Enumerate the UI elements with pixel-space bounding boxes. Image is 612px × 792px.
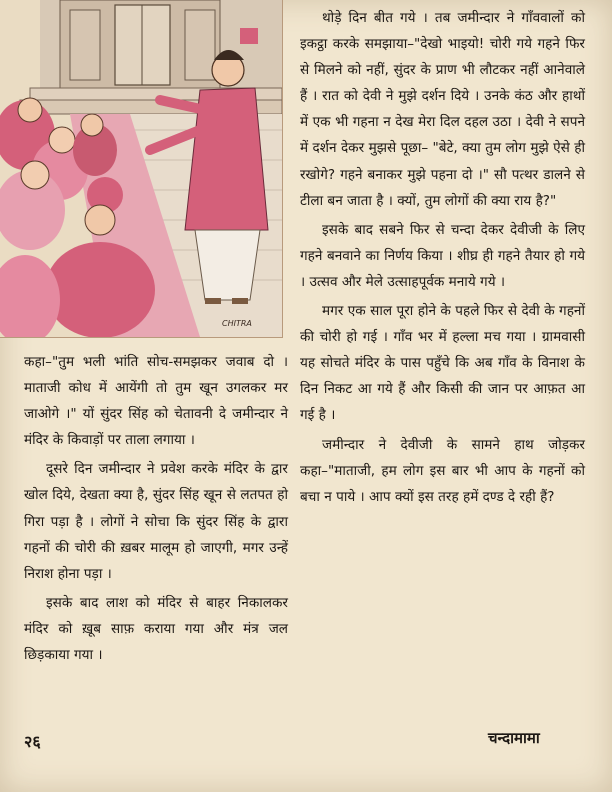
story-illustration — [0, 0, 283, 338]
paragraph: इसके बाद लाश को मंदिर से बाहर निकालकर मंदिर को ख़ूब साफ़ कराया गया और मंत्र जल छिड़काया गया । — [24, 594, 288, 664]
paragraph: इसके बाद सबने फिर से चन्दा देकर देवीजी के लिए गहने बनवाने का निर्णय किया । शीघ्र ही गहने तैयार हो गये । उत्सव और मेले उत्साहपूर्वक मनाये गये । — [300, 221, 585, 290]
illustration-drawing — [0, 0, 282, 337]
paragraph: कहा–"तुम भली भांति सोच-समझकर जवाब दो । माताजी कोध में आयेंगी तो तुम खून उगलकर मर जाओगे ।" यों सुंदर सिंह को चेतावनी दे जमीन्दार ने मंदिर के किवाड़ों पर ताला लगाया । — [24, 354, 288, 449]
left-text-column — [24, 349, 288, 668]
paragraph: दूसरे दिन जमीन्दार ने प्रवेश करके मंदिर के द्वार खोल दिये, देखता क्या है, सुंदर सिंह खून से लतपत हो गिरा पड़ा है । लोगों ने सोचा कि सुंदर सिंह के द्वारा गहनों की चोरी की ख़बर मालूम हो जाएगी, मगर उन्हें निराश होना पड़ा । — [24, 461, 288, 582]
paragraph: जमीन्दार ने देवीजी के सामने हाथ जोड़कर कहा–"माताजी, हम लोग इस बार भी आप के गहनों को बचा न पाये । आप क्यों इस तरह हमें दण्ड दे रही हैं? — [300, 436, 585, 505]
paragraph: मगर एक साल पूरा होने के पहले फिर से देवी के गहनों की चोरी हो गई । गाँव भर में हल्ला मच गया । ग्रामवासी यह सोचते मंदिर के पास पहुँचे कि अब गाँव के विनाश के दिन निकट आ गये हैं और किसी की जान पर आफ़त आ गई है । — [300, 303, 585, 424]
page-number: २६ — [24, 732, 41, 751]
paragraph: थोड़े दिन बीत गये । तब जमीन्दार ने गाँववालों को इकट्ठा करके समझाया–"देखो भाइयो! चोरी गये गहने फिर से मिलने को नहीं, सुंदर के प्राण भी लौटकर नहीं आनेवाले हैं । रात को देवी ने मुझे दर्शन दिये । उनके कंठ और हाथों में एक भी गहना न देख मेरा दिल दहल उठा । देवी ने सपने में दर्शन देकर मुझसे पूछा– "बेटे, क्या तुम लोग मुझे ऐसे ही रखोगे? गहने बनाकर मुझे पहना दो ।" सौ पत्थर डालने से टीला बन जाता है । क्यों, तुम लोगों की क्या राय है?" — [300, 10, 585, 209]
illustrator-signature: CHITRA — [222, 319, 252, 328]
magazine-name: चन्दामामा — [488, 729, 540, 747]
right-text-column — [300, 5, 585, 510]
